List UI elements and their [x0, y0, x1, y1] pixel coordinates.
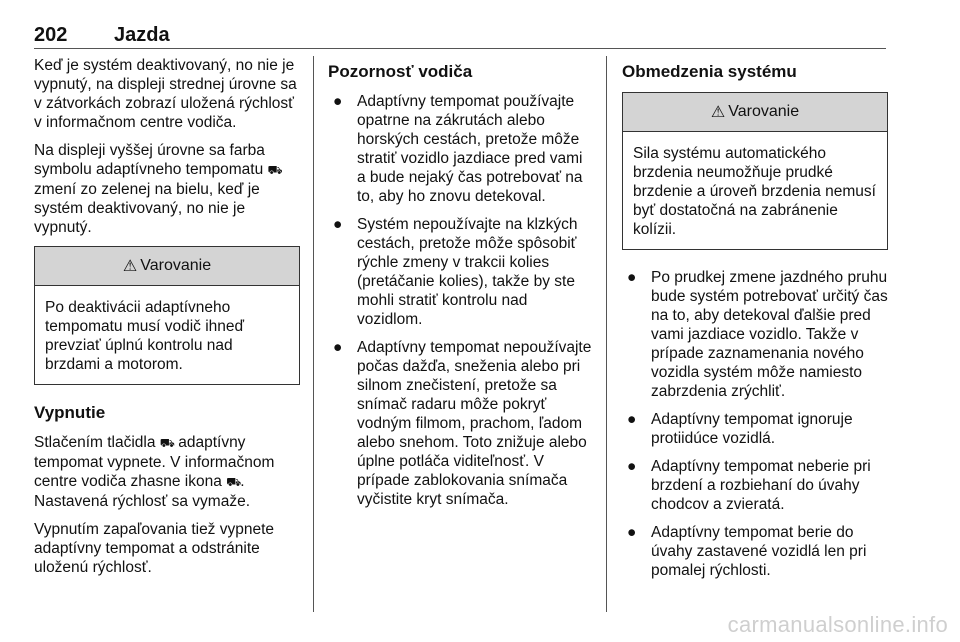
warning-title: Varovanie: [140, 257, 212, 274]
bullet-icon: ●: [333, 216, 343, 233]
list-item: ● Adaptívny tempomat berie do úvahy zastavené vozidlá len pri pomalej rýchlosti.: [627, 524, 867, 579]
bullet-icon: ●: [627, 411, 637, 428]
cruise-control-icon: ⛟: [267, 163, 282, 177]
list-item: ● Adaptívny tempomat používajte opatrne na zákrutách alebo horských cestách, pretože môže stratiť vozidlo jazdiace pred vami a bude nejaký čas potrebovať na to, aby ho znovu detekoval.: [333, 93, 583, 205]
warning-header: [623, 93, 887, 132]
warning-box: [34, 246, 300, 385]
section-title: Vypnutie: [34, 403, 106, 422]
watermark: carmanualsonline.info: [727, 612, 948, 637]
list-item: ● Adaptívny tempomat nepoužívajte počas dažďa, sneženia alebo pri silnom znečistení, pretože sa snímač radaru môže pokryť vodným filmom, prachom, ľadom alebo snehom. Toto znižuje alebo úplne potláča viditeľnosť. V prípade zablokovania snímača vyčistite kryt snímača.: [333, 339, 592, 508]
list-item: ● Adaptívny tempomat ignoruje protiidúce vozidlá.: [627, 411, 853, 447]
bullet-icon: ●: [627, 269, 637, 286]
warning-icon: ⚠: [710, 104, 726, 121]
bullet-icon: ●: [627, 458, 637, 475]
list-item: ● Systém nepoužívajte na klzkých cestách, pretože môže spôsobiť rýchle zmeny v trakcii kolies (pretáčanie kolies), takže by ste mohli stratiť kontrolu nad vozidlom.: [333, 216, 578, 328]
list-item: ● Po prudkej zmene jazdného pruhu bude systém potrebovať určitý čas na to, aby detekoval ďalšie pred vami jazdiace vozidlo. Takže v prípade zaznamenania nového vozidla systém môže namiesto zabrzdenia zrýchliť.: [627, 269, 888, 400]
warning-icon: ⚠: [122, 258, 138, 275]
paragraph: Vypnutím zapaľovania tiež vypnete adaptívny tempomat a odstránite uloženú rýchlosť.: [34, 521, 275, 576]
column-divider: [606, 56, 607, 612]
warning-header: [35, 247, 299, 286]
warning-title: Varovanie: [728, 103, 800, 120]
column-left: [34, 56, 300, 586]
chapter-title: Jazda: [114, 24, 170, 46]
column-divider: [313, 56, 314, 612]
warning-text: Po deaktivácii adaptívneho tempomatu musí vodič ihneď prevziať úplnú kontrolu nad brzdami a motorom.: [45, 299, 245, 373]
column-middle: [328, 56, 593, 518]
column-right: [622, 56, 888, 589]
page-number: 202: [34, 24, 68, 46]
warning-box: [622, 92, 888, 250]
section-title: Pozornosť vodiča: [328, 62, 473, 81]
list-item: ● Adaptívny tempomat neberie pri brzdení a rozbiehaní do úvahy chodcov a zvieratá.: [627, 458, 871, 513]
warning-text: Sila systému automatického brzdenia neumožňuje prudké brzdenie a úroveň brzdenia nemusí byť dostatočná na zabránenie kolízii.: [633, 145, 876, 238]
section-title: Obmedzenia systému: [622, 62, 797, 81]
cruise-control-icon: ⛟: [226, 475, 241, 489]
bullet-icon: ●: [333, 93, 343, 110]
bullet-icon: ●: [627, 524, 637, 541]
paragraph: Stlačením tlačidla ⛟ adaptívny tempomat vypnete. V informačnom centre vodiča zhasne ikona ⛟. Nastavená rýchlosť sa vymaže.: [34, 434, 275, 510]
bullet-icon: ●: [333, 339, 343, 356]
cruise-control-icon: ⛟: [159, 436, 174, 450]
page-header: [34, 0, 886, 49]
paragraph: Keď je systém deaktivovaný, no nie je vypnutý, na displeji strednej úrovne sa v zátvorkách zobrazí uložená rýchlosť v informačnom centre vodiča.: [34, 57, 297, 131]
paragraph: Na displeji vyššej úrovne sa farba symbolu adaptívneho tempomatu ⛟ zmení zo zelenej na bielu, keď je systém deaktivovaný, no nie je vypnutý.: [34, 142, 282, 236]
bullet-list: [622, 268, 888, 580]
bullet-list: [328, 92, 593, 509]
